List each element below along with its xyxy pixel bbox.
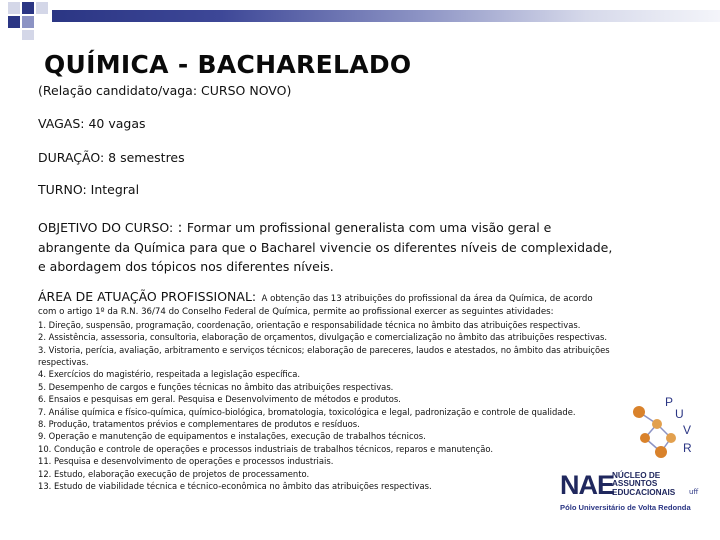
pu-letter-p: P — [665, 395, 674, 409]
pu-letter-r: R — [683, 441, 692, 455]
area-item: 8. Produção, tratamentos prévios e complementares de produtos e resíduos. — [38, 419, 360, 430]
pu-letter-v: V — [683, 423, 692, 437]
area-item: 2. Assistência, assessoria, consultoria, elaboração de orçamentos, divulgação e comercialização no âmbito das atribuições respectivas. — [38, 332, 608, 343]
puvr-logo — [625, 394, 705, 466]
header-gradient-bar — [52, 10, 720, 22]
turno-line — [38, 182, 139, 197]
area-section — [38, 291, 613, 493]
area-intro-block — [38, 291, 613, 319]
area-item: 10. Condução e controle de operações e processos industriais de trabalhos técnicos, reparos e manutenção. — [38, 443, 494, 454]
area-item: 3. Vistoria, perícia, avaliação, arbitramento e serviços técnicos; elaboração de pareceres, laudos e atestados, no âmbito das atribuições respectivas. — [38, 344, 610, 368]
area-item: 9. Operação e manutenção de equipamentos e instalações, execução de trabalhos técnicos. — [38, 431, 426, 442]
vagas-label: VAGAS: — [38, 116, 85, 131]
objective-label: OBJETIVO DO CURSO: — [38, 220, 174, 235]
area-item: 12. Estudo, elaboração execução de projetos de processamento. — [38, 468, 310, 479]
area-label: ÁREA DE ATUAÇÃO PROFISSIONAL: — [38, 289, 257, 304]
nae-tagline: Pólo Universitário de Volta Redonda — [560, 503, 691, 512]
turno-label: TURNO: — [38, 182, 87, 197]
header-square-3 — [36, 2, 48, 14]
vagas-line — [38, 116, 146, 131]
header-band — [0, 0, 720, 40]
nae-line-1: NÚCLEO DE — [612, 471, 661, 480]
nae-acronym: NAE — [560, 470, 615, 500]
duracao-line — [38, 150, 185, 165]
area-item: 4. Exercícios do magistério, respeitada a legislação específica. — [38, 369, 301, 380]
header-square-5 — [22, 16, 34, 28]
area-intro: A obtenção das 13 atribuições do profissional da área da Química, de acordo com o artigo 1º da R.N. 36/74 do Conselho Federal de Química, permite ao profissional exercer as seguintes atividades: — [38, 294, 593, 318]
nae-logo — [560, 470, 710, 512]
page-title: QUÍMICA - BACHARELADO — [44, 50, 412, 79]
nae-line-2: ASSUNTOS — [612, 479, 658, 489]
header-square-1 — [8, 2, 20, 14]
header-square-4 — [8, 16, 20, 28]
objective-text: Formar um profissional generalista com uma visão geral e abrangente da Química para que o Bacharel vivencie os diferentes níveis de complexidade, e abordagem dos tópicos nos diferentes níveis. — [38, 220, 613, 274]
duracao-value: 8 semestres — [104, 150, 185, 165]
nae-name-block — [612, 472, 675, 497]
nae-line-3: EDUCACIONAIS — [612, 487, 676, 497]
molecule-icon — [625, 394, 705, 466]
subtitle: (Relação candidato/vaga: CURSO NOVO) — [38, 83, 292, 98]
duracao-label: DURAÇÃO: — [38, 150, 105, 165]
area-item: 13. Estudo de viabilidade técnica e técnico-econômica no âmbito das atribuições respectivas. — [38, 481, 432, 492]
objective-paragraph — [38, 218, 623, 276]
area-item: 6. Ensaios e pesquisas em geral. Pesquisa e Desenvolvimento de métodos e produtos. — [38, 394, 401, 405]
pu-letter-u: U — [675, 407, 684, 421]
uff-mark: uff — [689, 488, 699, 496]
turno-value: Integral — [86, 182, 140, 197]
area-item: 7. Análise química e físico-química, químico-biológica, bromatologia, toxicológica e legal, padronização e controle de qualidade. — [38, 406, 576, 417]
area-item: 5. Desempenho de cargos e funções técnicas no âmbito das atribuições respectivas. — [38, 381, 394, 392]
vagas-value: 40 vagas — [84, 116, 146, 131]
area-item: 1. Direção, suspensão, programação, coordenação, orientação e responsabilidade técnica no âmbito das atribuições respectivas. — [38, 319, 581, 330]
header-square-6 — [22, 30, 34, 40]
area-item: 11. Pesquisa e desenvolvimento de operações e processos industriais. — [38, 456, 334, 467]
objective-colon: : — [173, 220, 187, 236]
header-square-2 — [22, 2, 34, 14]
